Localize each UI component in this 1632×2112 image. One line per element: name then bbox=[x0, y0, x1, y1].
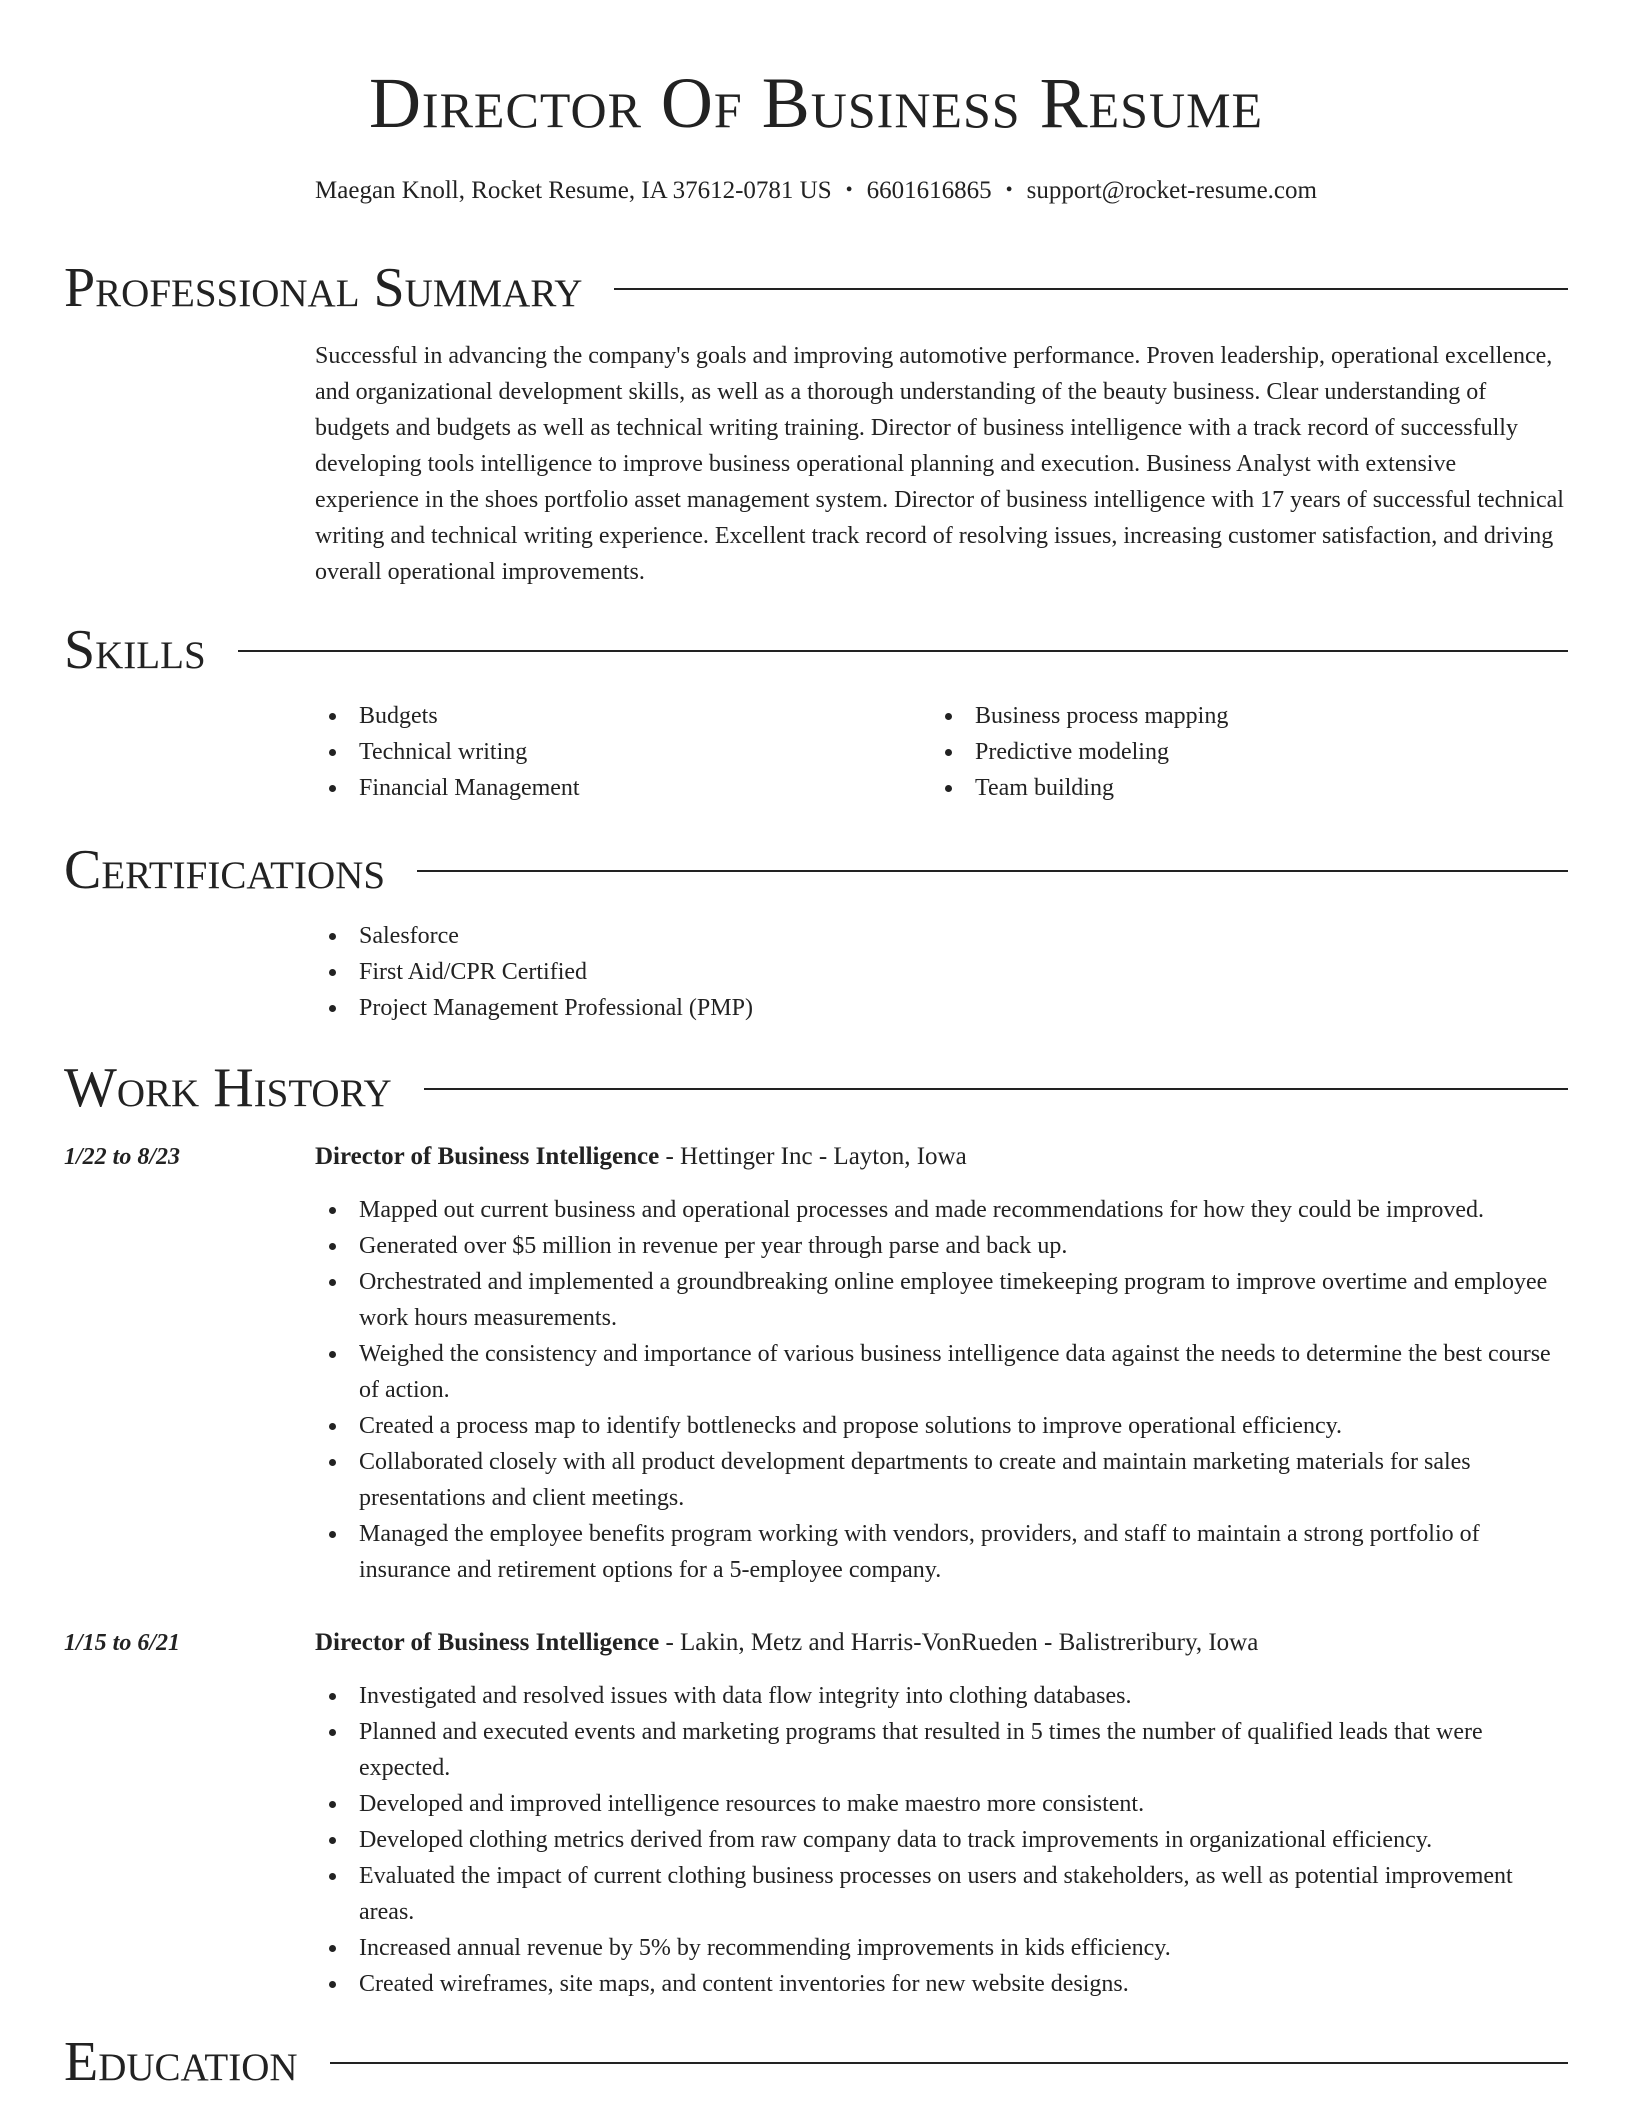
job-bullet: Created a process map to identify bottlenecks and propose solutions to improve operational efficiency. bbox=[315, 1408, 1570, 1444]
job-title: Director of Business Intelligence bbox=[315, 1629, 660, 1656]
job-heading bbox=[315, 1139, 967, 1175]
job-bullets bbox=[315, 1678, 1570, 2002]
skill-item: Team building bbox=[931, 770, 1551, 806]
certification-item: Salesforce bbox=[315, 918, 1565, 954]
skill-item: Financial Management bbox=[315, 770, 915, 806]
skill-item: Technical writing bbox=[315, 734, 915, 770]
summary-text: Successful in advancing the company's goals and improving automotive performance. Proven leadership, operational excellence, and organizational development skills, as well as a thorough understanding of the beauty business. Clear understanding of budgets and budgets as well as technical writing training. Director of business intelligence with a track record of successfully developing tools intelligence to improve business operational planning and execution. Business Analyst with extensive experience in the shoes portfolio asset management system. Director of business intelligence with 17 years of successful technical writing and technical writing experience. Excellent track record of resolving issues, increasing customer satisfaction, and driving overall operational improvements. bbox=[315, 343, 1564, 585]
job-employer: - Lakin, Metz and Harris-VonRueden - Balistreribury, Iowa bbox=[659, 1629, 1259, 1656]
skill-item: Predictive modeling bbox=[931, 734, 1551, 770]
education-heading: Education bbox=[64, 2031, 298, 2093]
job-bullet: Orchestrated and implemented a groundbreaking online employee timekeeping program to improve overtime and employee work hours measurements. bbox=[315, 1264, 1570, 1336]
certifications-list bbox=[315, 918, 1565, 1026]
contact-separator: • bbox=[1005, 179, 1013, 201]
job-bullet: Collaborated closely with all product development departments to create and maintain marketing materials for sales presentations and client meetings. bbox=[315, 1444, 1570, 1516]
job-bullet: Created wireframes, site maps, and content inventories for new website designs. bbox=[315, 1966, 1570, 2002]
skills-heading: Skills bbox=[64, 619, 206, 681]
contact-phone: 6601616865 bbox=[866, 177, 992, 204]
skills-column-left bbox=[315, 698, 915, 806]
contact-email[interactable]: support@rocket-resume.com bbox=[1026, 177, 1317, 204]
job-bullets bbox=[315, 1192, 1570, 1588]
job-bullet: Increased annual revenue by 5% by recommending improvements in kids efficiency. bbox=[315, 1930, 1570, 1966]
section-divider bbox=[330, 2062, 1568, 2064]
skill-item: Budgets bbox=[315, 698, 915, 734]
section-divider bbox=[238, 650, 1568, 652]
certification-item: Project Management Professional (PMP) bbox=[315, 990, 1565, 1026]
job-bullet: Developed clothing metrics derived from raw company data to track improvements in organizational efficiency. bbox=[315, 1822, 1570, 1858]
job-bullet: Managed the employee benefits program working with vendors, providers, and staff to maintain a strong portfolio of insurance and retirement options for a 5-employee company. bbox=[315, 1516, 1570, 1588]
work-section-header bbox=[64, 1056, 1568, 1120]
job-bullet: Planned and executed events and marketing programs that resulted in 5 times the number of qualified leads that were expected. bbox=[315, 1714, 1570, 1786]
job-dates: 1/15 to 6/21 bbox=[64, 1630, 181, 1656]
skills-column-right bbox=[931, 698, 1551, 806]
contact-address: Maegan Knoll, Rocket Resume, IA 37612-0781 US bbox=[315, 177, 832, 204]
section-divider bbox=[614, 288, 1568, 290]
skills-section-header bbox=[64, 618, 1568, 682]
summary-section-header bbox=[64, 256, 1568, 320]
job-bullet: Mapped out current business and operational processes and made recommendations for how they could be improved. bbox=[315, 1192, 1570, 1228]
job-heading bbox=[315, 1625, 1258, 1661]
certifications-heading: Certifications bbox=[64, 839, 386, 901]
work-heading: Work History bbox=[64, 1057, 392, 1119]
job-bullet: Evaluated the impact of current clothing business processes on users and stakeholders, as well as potential improvement areas. bbox=[315, 1858, 1570, 1930]
job-bullet: Weighed the consistency and importance of various business intelligence data against the needs to determine the best course of action. bbox=[315, 1336, 1570, 1408]
job-dates: 1/22 to 8/23 bbox=[64, 1144, 181, 1170]
section-divider bbox=[417, 870, 1568, 872]
contact-separator: • bbox=[845, 179, 853, 201]
job-bullet: Investigated and resolved issues with data flow integrity into clothing databases. bbox=[315, 1678, 1570, 1714]
contact-line bbox=[0, 172, 1632, 209]
certifications-section-header bbox=[64, 838, 1568, 902]
job-employer: - Hettinger Inc - Layton, Iowa bbox=[659, 1143, 967, 1170]
education-section-header bbox=[64, 2030, 1568, 2094]
section-divider bbox=[424, 1088, 1568, 1090]
job-bullet: Generated over $5 million in revenue per year through parse and back up. bbox=[315, 1228, 1570, 1264]
job-bullet: Developed and improved intelligence resources to make maestro more consistent. bbox=[315, 1786, 1570, 1822]
resume-title: Director Of Business Resume bbox=[368, 63, 1264, 143]
certification-item: First Aid/CPR Certified bbox=[315, 954, 1565, 990]
summary-heading: Professional Summary bbox=[64, 257, 583, 319]
job-title: Director of Business Intelligence bbox=[315, 1143, 660, 1170]
skill-item: Business process mapping bbox=[931, 698, 1551, 734]
